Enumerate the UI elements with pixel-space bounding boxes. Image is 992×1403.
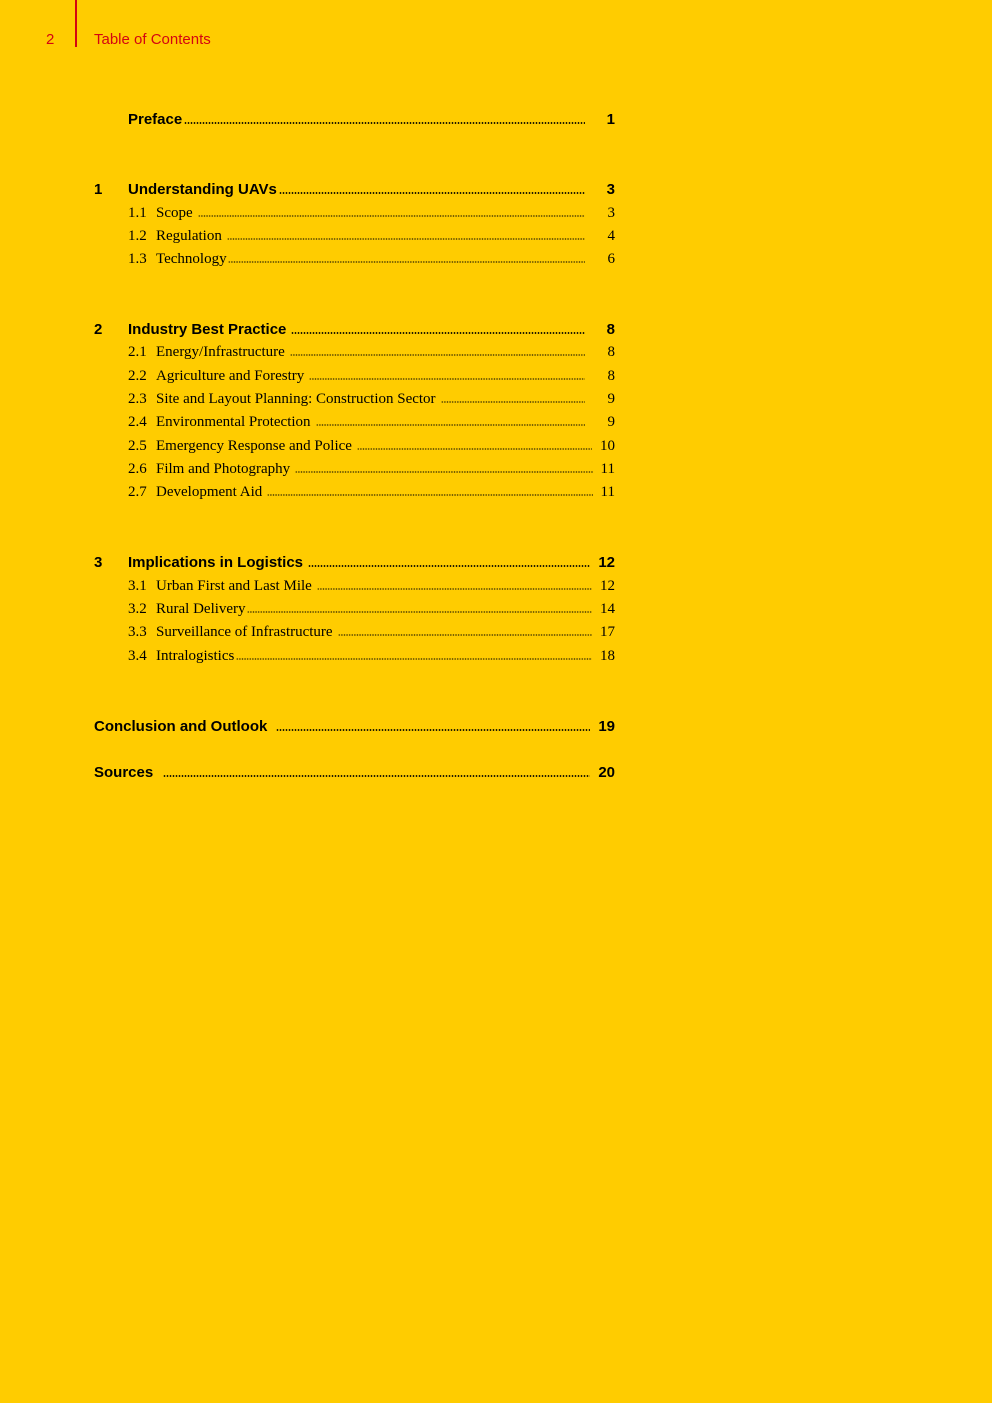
toc-entry-page: 19 xyxy=(598,718,615,735)
toc-section-number: 3.1 xyxy=(128,578,147,594)
toc-entry-page: 1 xyxy=(606,111,615,128)
toc-section-page: 8 xyxy=(607,368,615,384)
toc-entry-sources[interactable] xyxy=(94,764,615,786)
toc-section-2-7[interactable] xyxy=(94,484,615,506)
page-title: Table of Contents xyxy=(94,31,211,48)
toc-section-label: Development Aid xyxy=(156,484,263,500)
toc-section-number: 3.3 xyxy=(128,624,147,640)
toc-section-page: 9 xyxy=(607,391,615,407)
toc-chapter-label: Industry Best Practice xyxy=(128,321,287,338)
toc-section-number: 1.3 xyxy=(128,251,147,267)
toc-section-page: 11 xyxy=(600,484,615,500)
toc-section-page: 18 xyxy=(600,648,615,664)
dot-leader xyxy=(228,253,585,263)
toc-chapter-1[interactable] xyxy=(94,181,615,203)
toc-section-page: 4 xyxy=(607,228,615,244)
toc-section-number: 2.4 xyxy=(128,414,147,430)
toc-section-3-4[interactable] xyxy=(94,648,615,670)
dot-leader xyxy=(291,324,585,334)
toc-chapter-label: Implications in Logistics xyxy=(128,554,304,571)
toc-section-number: 3.2 xyxy=(128,601,147,617)
toc-section-page: 6 xyxy=(607,251,615,267)
toc-section-number: 2.3 xyxy=(128,391,147,407)
toc-section-3-2[interactable] xyxy=(94,601,615,623)
toc-section-page: 3 xyxy=(607,205,615,221)
toc-section-number: 2.2 xyxy=(128,368,147,384)
toc-section-page: 10 xyxy=(600,438,615,454)
dot-leader xyxy=(316,416,585,426)
toc-section-1-2[interactable] xyxy=(94,228,615,250)
toc-section-number: 2.1 xyxy=(128,344,147,360)
toc-chapter-label: Understanding UAVs xyxy=(128,181,277,198)
toc-section-1-3[interactable] xyxy=(94,251,615,273)
dot-leader xyxy=(317,580,592,590)
toc-section-label: Rural Delivery xyxy=(156,601,246,617)
toc-chapter-3[interactable] xyxy=(94,554,615,576)
toc-chapter-number: 3 xyxy=(94,554,103,571)
toc-section-2-5[interactable] xyxy=(94,438,615,460)
toc-section-label: Site and Layout Planning: Construction Sector xyxy=(156,391,436,407)
header-divider xyxy=(75,0,77,47)
dot-leader xyxy=(267,486,592,496)
toc-section-label: Agriculture and Forestry xyxy=(156,368,305,384)
toc-section-label: Scope xyxy=(156,205,193,221)
dot-leader xyxy=(279,184,585,194)
toc-section-page: 8 xyxy=(607,344,615,360)
toc-section-2-1[interactable] xyxy=(94,344,615,366)
toc-section-number: 1.1 xyxy=(128,205,147,221)
toc-section-3-3[interactable] xyxy=(94,624,615,646)
toc-section-page: 12 xyxy=(600,578,615,594)
toc-section-number: 2.7 xyxy=(128,484,147,500)
toc-entry-preface[interactable] xyxy=(94,111,615,133)
toc-section-2-2[interactable] xyxy=(94,368,615,390)
dot-leader xyxy=(357,440,592,450)
dot-leader xyxy=(295,463,592,473)
toc-section-3-1[interactable] xyxy=(94,578,615,600)
dot-leader xyxy=(236,650,592,660)
dot-leader xyxy=(309,370,585,380)
toc-section-label: Intralogistics xyxy=(156,648,235,664)
toc-section-page: 11 xyxy=(600,461,615,477)
dot-leader xyxy=(184,114,585,124)
toc-section-label: Emergency Response and Police xyxy=(156,438,352,454)
toc-section-page: 14 xyxy=(600,601,615,617)
toc-section-number: 2.5 xyxy=(128,438,147,454)
toc-section-2-6[interactable] xyxy=(94,461,615,483)
dot-leader xyxy=(308,557,590,567)
dot-leader xyxy=(247,603,592,613)
toc-section-number: 1.2 xyxy=(128,228,147,244)
dot-leader xyxy=(290,346,585,356)
toc-chapter-number: 1 xyxy=(94,181,103,198)
toc-section-label: Surveillance of Infrastructure xyxy=(156,624,333,640)
toc-entry-conclusion[interactable] xyxy=(94,718,615,740)
toc-section-number: 3.4 xyxy=(128,648,147,664)
dot-leader xyxy=(441,393,585,403)
toc-section-label: Urban First and Last Mile xyxy=(156,578,312,594)
toc-chapter-2[interactable] xyxy=(94,321,615,343)
toc-entry-label: Preface xyxy=(128,111,183,128)
toc-section-label: Regulation xyxy=(156,228,222,244)
toc-section-1-1[interactable] xyxy=(94,205,615,227)
toc-section-label: Energy/Infrastructure xyxy=(156,344,285,360)
toc-chapter-page: 3 xyxy=(606,181,615,198)
toc-section-2-4[interactable] xyxy=(94,414,615,436)
dot-leader xyxy=(227,230,585,240)
toc-section-2-3[interactable] xyxy=(94,391,615,413)
toc-section-page: 9 xyxy=(607,414,615,430)
toc-section-label: Film and Photography xyxy=(156,461,291,477)
toc-section-number: 2.6 xyxy=(128,461,147,477)
dot-leader xyxy=(198,207,585,217)
dot-leader xyxy=(338,626,592,636)
toc-section-label: Technology xyxy=(156,251,227,267)
toc-entry-label: Sources xyxy=(94,764,154,781)
toc-section-page: 17 xyxy=(600,624,615,640)
dot-leader xyxy=(163,767,590,777)
toc-entry-label: Conclusion and Outlook xyxy=(94,718,268,735)
toc-chapter-page: 12 xyxy=(598,554,615,571)
toc-entry-page: 20 xyxy=(598,764,615,781)
page-number: 2 xyxy=(46,31,55,48)
toc-chapter-page: 8 xyxy=(606,321,615,338)
toc-chapter-number: 2 xyxy=(94,321,103,338)
toc-section-label: Environmental Protection xyxy=(156,414,311,430)
dot-leader xyxy=(276,721,590,731)
